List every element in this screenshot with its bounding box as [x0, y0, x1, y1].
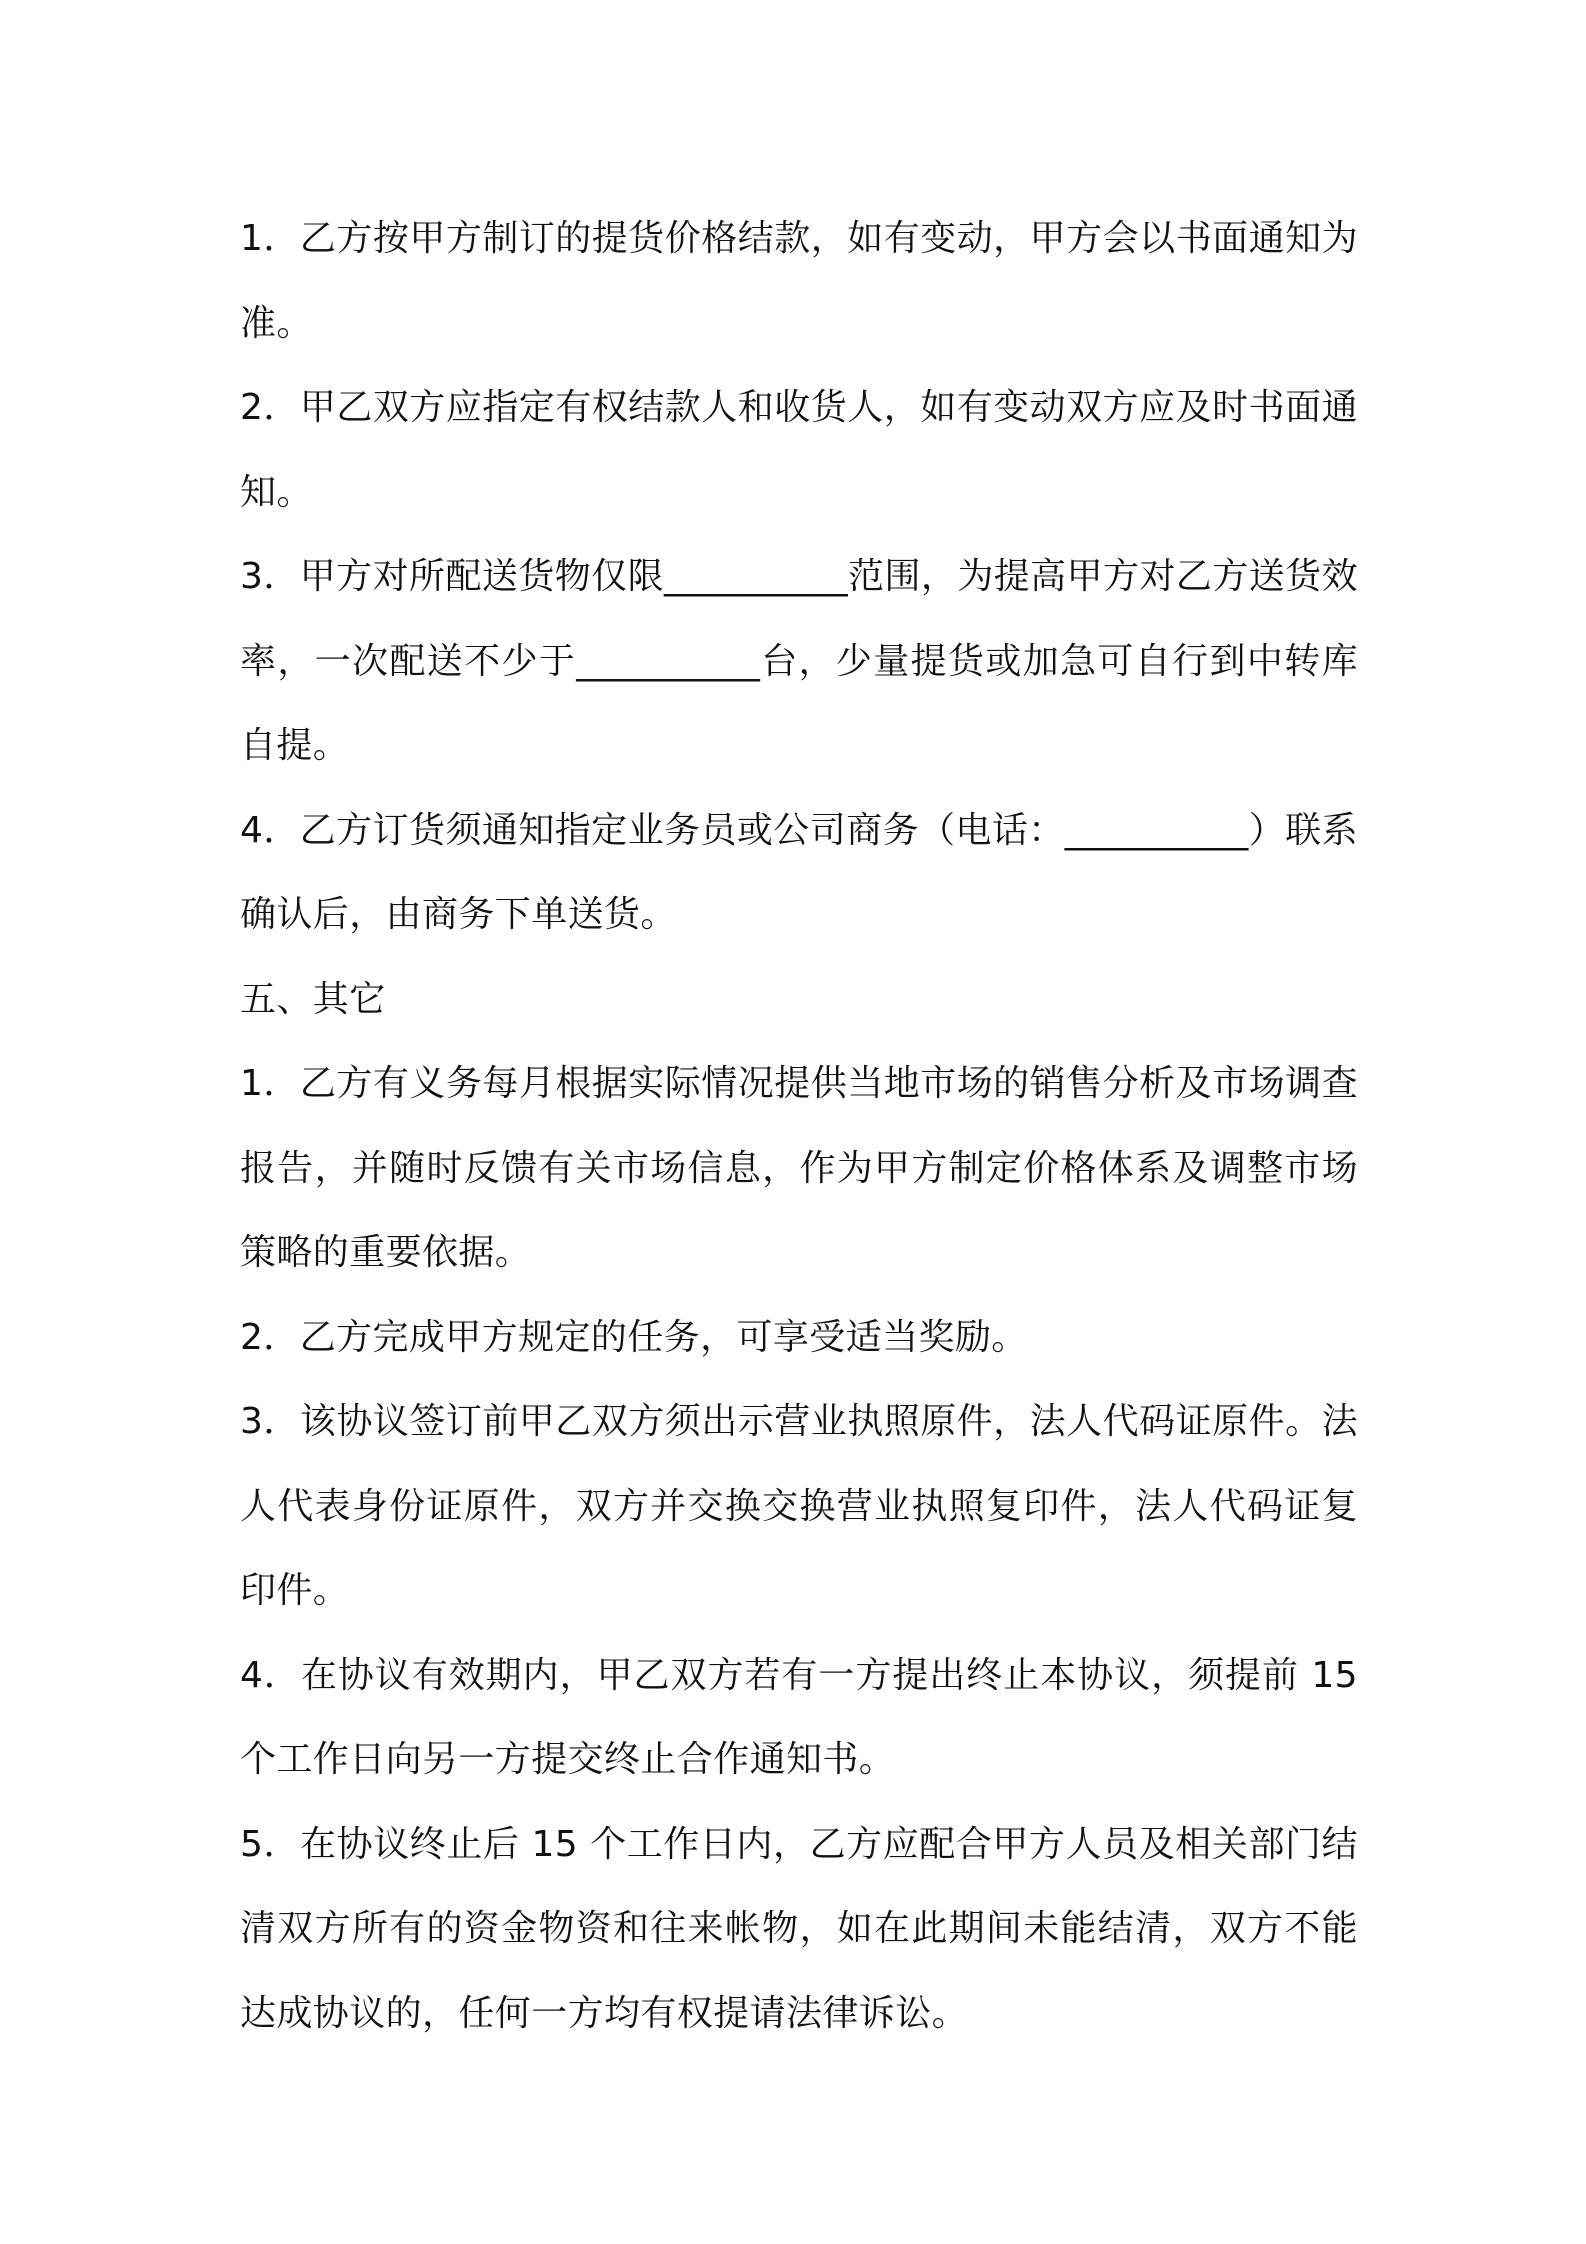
clause-4-2-designated-persons: 2．甲乙双方应指定有权结款人和收货人，如有变动双方应及时书面通知。 — [240, 387, 1358, 513]
clause-5-4-termination-notice: 4．在协议有效期内，甲乙双方若有一方提出终止本协议，须提前 15 个工作日向另一方提交终止合作通知书。 — [240, 1654, 1358, 1780]
clause-5-5-settlement-after-termination: 5．在协议终止后 15 个工作日内，乙方应配合甲方人员及相关部门结清双方所有的资金物资和往来帐物，如在此期间未能结清，双方不能达成协议的，任何一方均有权提请法律诉讼。 — [240, 1823, 1358, 2034]
document-page — [240, 197, 1358, 2056]
clause-5-1-market-report: 1．乙方有义务每月根据实际情况提供当地市场的销售分析及市场调查报告，并随时反馈有关市场信息，作为甲方制定价格体系及调整市场策略的重要依据。 — [240, 1063, 1358, 1273]
section-heading-other: 五、其它 — [240, 978, 386, 1020]
clause-5-3-licenses: 3．该协议签订前甲乙双方须出示营业执照原件，法人代码证原件。法人代表身份证原件，双方并交换交换营业执照复印件，法人代码证复印件。 — [240, 1401, 1358, 1611]
clause-5-2-reward: 2．乙方完成甲方规定的任务，可享受适当奖励。 — [240, 1316, 1028, 1358]
clause-4-1-settlement-price: 1．乙方按甲方制订的提货价格结款，如有变动，甲方会以书面通知为准。 — [240, 218, 1358, 344]
clause-4-4-ordering: 4．乙方订货须通知指定业务员或公司商务（电话：__________）联系确认后，由商务下单送货。 — [240, 809, 1358, 935]
clause-4-3-delivery-scope: 3．甲方对所配送货物仅限__________范围，为提高甲方对乙方送货效率，一次配送不少于__________台，少量提货或加急可自行到中转库自提。 — [240, 556, 1358, 766]
